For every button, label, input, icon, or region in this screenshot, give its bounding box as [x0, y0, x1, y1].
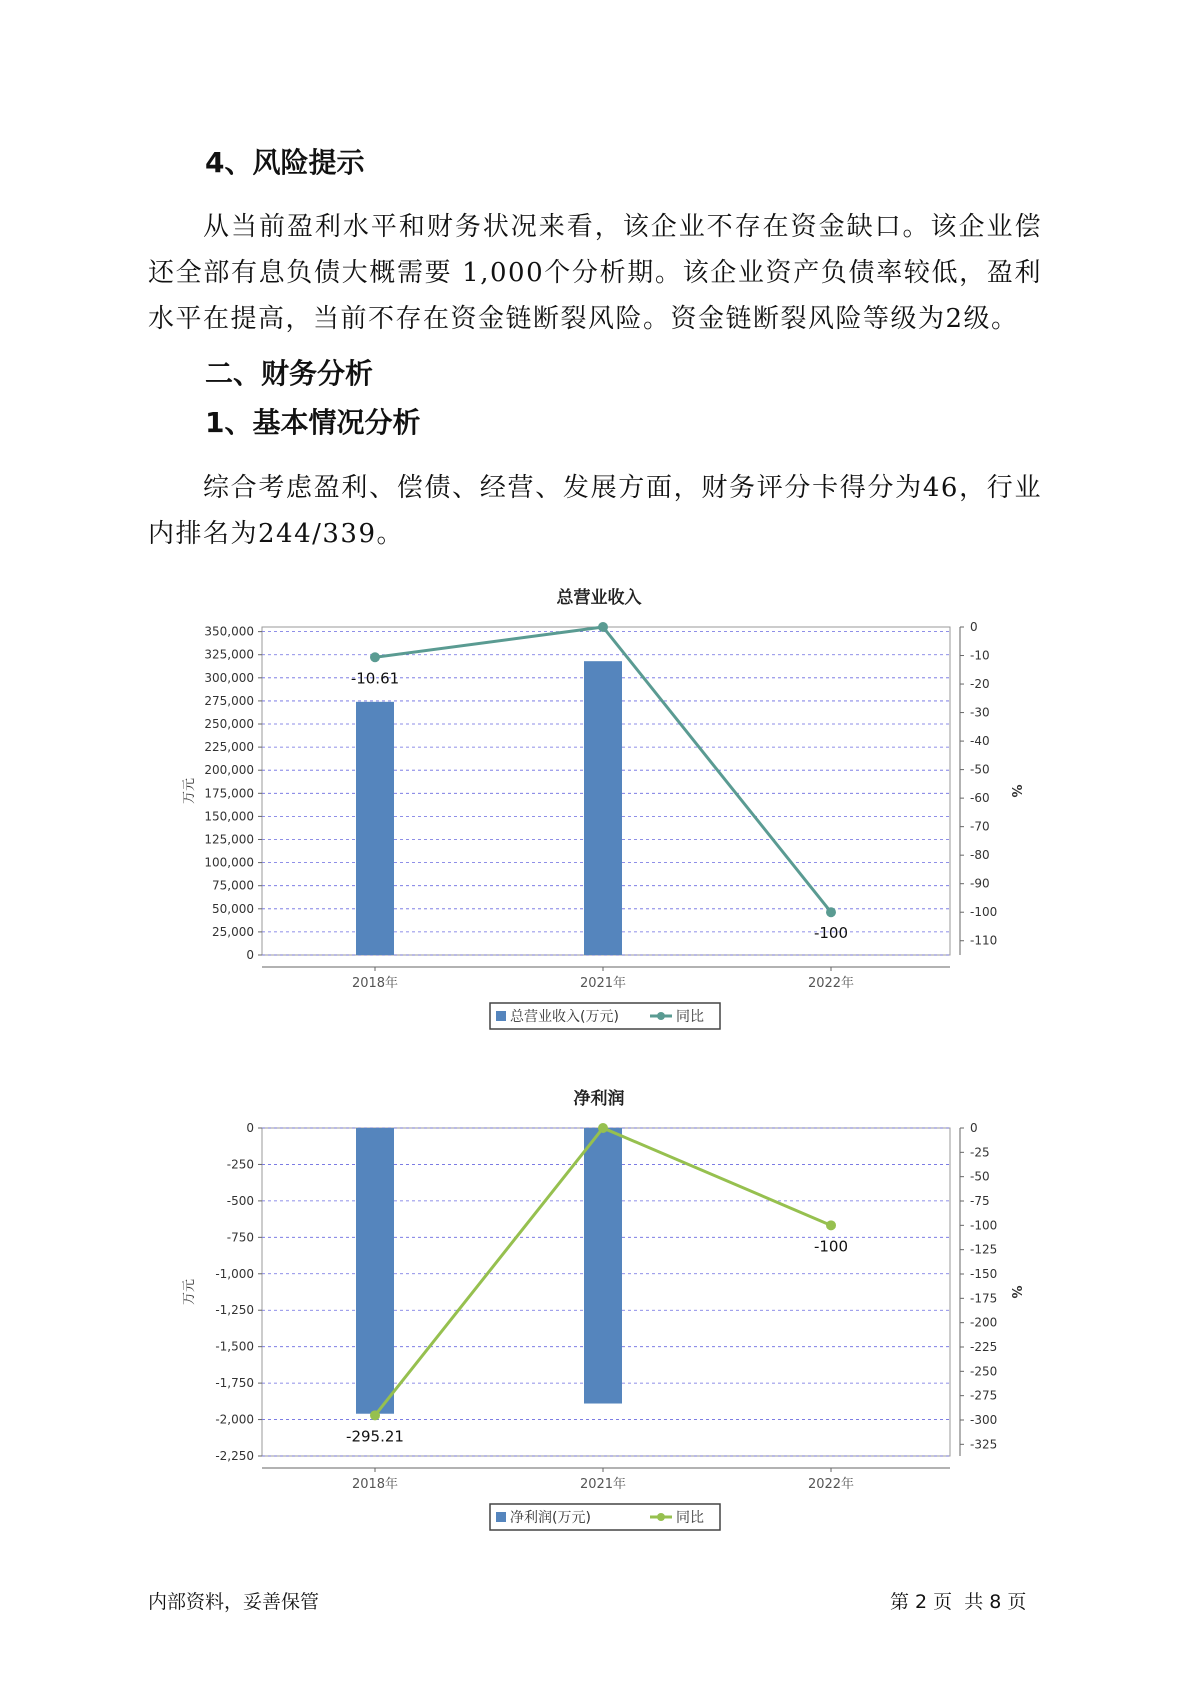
- yoy-point: [370, 1410, 380, 1420]
- y2-tick-label: -80: [970, 848, 990, 863]
- x-tick-label: 2022年: [807, 1477, 855, 1492]
- y2-axis-label: %: [1008, 784, 1023, 798]
- x-tick-label: 2022年: [807, 976, 855, 991]
- risk-paragraph: 从当前盈利水平和财务状况来看，该企业不存在资金缺口。该企业偿还全部有息负债大概需要 1,000个分析期。该企业资产负债率较低，盈利水平在提高，当前不存在资金链断裂风险。资金链断裂风险等级为2级。: [148, 212, 1042, 334]
- bar-2018年: [356, 702, 394, 955]
- legend-bar-label: 总营业收入(万元): [510, 1009, 619, 1025]
- y2-tick-label: -110: [970, 933, 998, 948]
- chart-title: 净利润: [573, 1089, 625, 1109]
- bar-2018年: [356, 1128, 394, 1414]
- y-tick-label: -500: [226, 1193, 254, 1208]
- section-heading-risk: 4、风险提示: [205, 146, 365, 179]
- data-label: -100: [813, 924, 849, 943]
- section-heading-financial-analysis: 二、财务分析: [205, 357, 374, 390]
- x-tick-label: 2018年: [351, 976, 399, 991]
- y2-tick-label: -40: [970, 734, 990, 749]
- score-paragraph: 综合考虑盈利、偿债、经营、发展方面，财务评分卡得分为46，行业内排名为244/339。: [148, 473, 1042, 549]
- bar-2021年: [584, 661, 622, 955]
- y2-tick-label: -50: [970, 762, 990, 777]
- x-tick-label: 2021年: [579, 1477, 627, 1492]
- net-profit-chart: [0, 1076, 1191, 1536]
- y2-tick-label: -50: [970, 1169, 990, 1184]
- y-tick-label: 175,000: [204, 786, 254, 801]
- y-tick-label: -2,000: [215, 1412, 254, 1427]
- y2-tick-label: -250: [970, 1364, 998, 1379]
- section-heading-basic-analysis: 1、基本情况分析: [205, 406, 421, 439]
- y-tick-label: 325,000: [204, 647, 254, 662]
- y-tick-label: -1,750: [215, 1376, 254, 1391]
- bar-2021年: [584, 1128, 622, 1404]
- legend-line-marker: [657, 1513, 665, 1521]
- y2-tick-label: -20: [970, 677, 990, 692]
- legend-bar-swatch: [496, 1512, 506, 1522]
- revenue-chart: [0, 575, 1191, 1035]
- y2-tick-label: -175: [970, 1291, 998, 1306]
- y2-tick-label: -325: [970, 1437, 998, 1452]
- legend-bar-swatch: [496, 1011, 506, 1021]
- y-tick-label: 0: [246, 948, 254, 962]
- y-tick-label: 300,000: [204, 670, 254, 685]
- y-tick-label: -2,250: [215, 1449, 254, 1463]
- y2-tick-label: -10: [970, 648, 990, 663]
- y-tick-label: 350,000: [204, 624, 254, 639]
- y2-tick-label: -90: [970, 876, 990, 891]
- y2-tick-label: -100: [970, 1218, 998, 1233]
- yoy-point: [826, 1220, 836, 1230]
- y-tick-label: -250: [226, 1157, 254, 1172]
- y-tick-label: 125,000: [204, 832, 254, 847]
- chart-title: 总营业收入: [556, 588, 642, 608]
- y2-tick-label: -300: [970, 1412, 998, 1427]
- y2-tick-label: -75: [970, 1193, 990, 1208]
- yoy-point: [370, 652, 380, 662]
- legend-bar-label: 净利润(万元): [510, 1510, 591, 1526]
- y-tick-label: -750: [226, 1230, 254, 1245]
- y2-tick-label: -30: [970, 705, 990, 720]
- y-tick-label: 150,000: [204, 809, 254, 824]
- y-tick-label: 0: [246, 1121, 254, 1135]
- yoy-point: [598, 622, 608, 632]
- y-tick-label: 225,000: [204, 740, 254, 755]
- y-tick-label: 250,000: [204, 717, 254, 732]
- data-label: -10.61: [350, 669, 400, 688]
- y-tick-label: 50,000: [212, 901, 254, 916]
- y2-tick-label: -125: [970, 1242, 998, 1257]
- x-tick-label: 2018年: [351, 1477, 399, 1492]
- y2-tick-label: -25: [970, 1145, 990, 1160]
- legend-line-label: 同比: [676, 1510, 704, 1526]
- y-tick-label: 200,000: [204, 763, 254, 778]
- y-tick-label: 75,000: [212, 878, 254, 893]
- footer-page-number: 第 2 页 共 8 页: [890, 1591, 1027, 1613]
- y2-tick-label: 0: [970, 620, 978, 634]
- y2-tick-label: -70: [970, 819, 990, 834]
- yoy-point: [826, 907, 836, 917]
- y2-tick-label: -200: [970, 1315, 998, 1330]
- y2-tick-label: 0: [970, 1121, 978, 1135]
- y-tick-label: -1,500: [215, 1339, 254, 1354]
- y-tick-label: 100,000: [204, 855, 254, 870]
- y-axis-label: 万元: [182, 777, 197, 805]
- data-label: -100: [813, 1237, 849, 1256]
- y-tick-label: -1,000: [215, 1266, 254, 1281]
- y-tick-label: 275,000: [204, 693, 254, 708]
- yoy-point: [598, 1123, 608, 1133]
- data-label: -295.21: [346, 1427, 404, 1446]
- legend-line-marker: [657, 1012, 665, 1020]
- y2-tick-label: -275: [970, 1388, 998, 1403]
- y-tick-label: 25,000: [212, 924, 254, 939]
- x-tick-label: 2021年: [579, 976, 627, 991]
- footer-confidential-note: 内部资料，妥善保管: [148, 1591, 320, 1613]
- y2-axis-label: %: [1008, 1285, 1023, 1299]
- y2-tick-label: -60: [970, 791, 990, 806]
- legend-line-label: 同比: [676, 1009, 704, 1025]
- y2-tick-label: -100: [970, 905, 998, 920]
- y2-tick-label: -150: [970, 1266, 998, 1281]
- y-tick-label: -1,250: [215, 1303, 254, 1318]
- y-axis-label: 万元: [182, 1278, 197, 1306]
- y2-tick-label: -225: [970, 1339, 998, 1354]
